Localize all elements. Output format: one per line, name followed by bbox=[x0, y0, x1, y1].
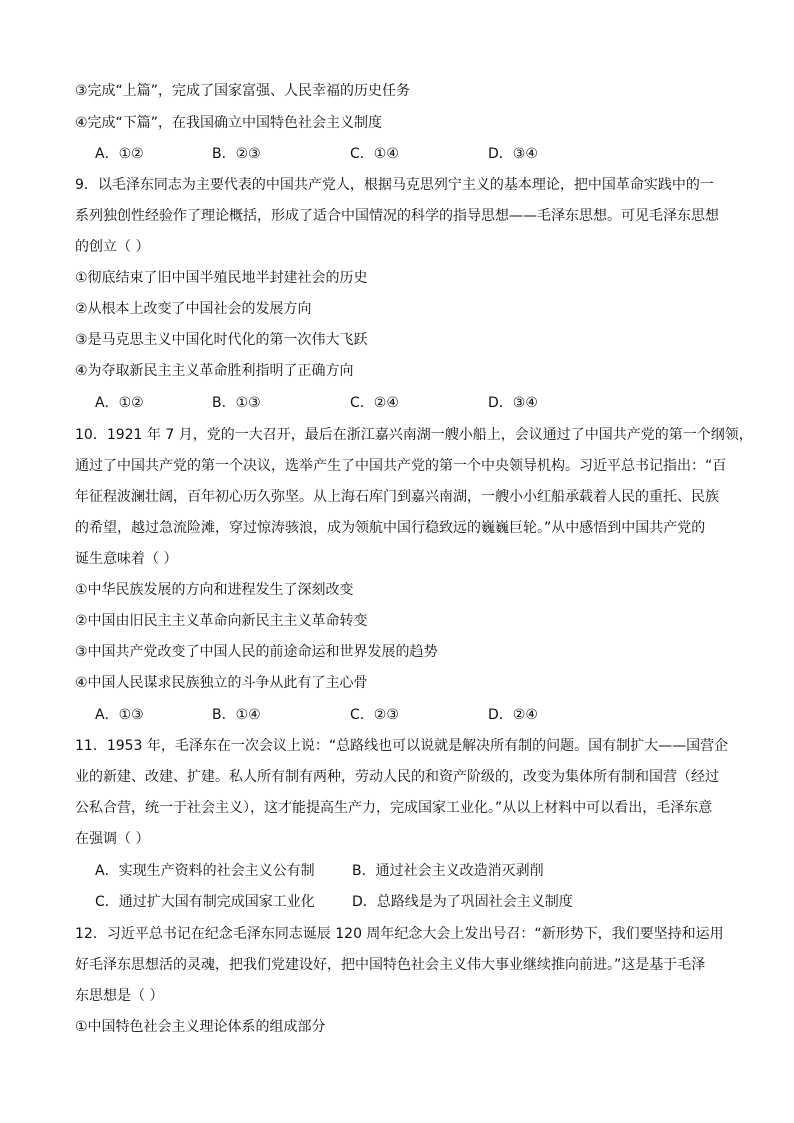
q10-stem-line-3: 年征程波澜壮阔，百年初心历久弥坚。从上海石库门到嘉兴南湖，一艘小小红船承载着人民的重托、民族 bbox=[75, 489, 719, 505]
q10-stem-line-4: 的希望，越过急流险滩，穿过惊涛骇浪，成为领航中国行稳致远的巍巍巨轮。”从中感悟到中国共产党的 bbox=[75, 520, 706, 536]
q8-options bbox=[95, 144, 538, 164]
q11-option-d: D．总路线是为了巩固社会主义制度 bbox=[352, 894, 573, 910]
q10-item-2: ②中国由旧民主主义革命向新民主主义革命转变 bbox=[75, 613, 368, 629]
q8-option-c: C．①④ bbox=[350, 146, 399, 162]
q9-options bbox=[95, 393, 538, 413]
q10-item-1: ①中华民族发展的方向和进程发生了深刻改变 bbox=[75, 582, 354, 598]
q10-option-d: D．②④ bbox=[488, 707, 538, 723]
q9-option-a: A．①② bbox=[95, 395, 144, 411]
q11-stem-line-2: 业的新建、改建、扩建。私人所有制有两种，劳动人民的和资产阶级的，改变为集体所有制和国营（经过 bbox=[75, 769, 719, 785]
q10-item-4: ④中国人民谋求民族独立的斗争从此有了主心骨 bbox=[75, 675, 368, 691]
q10-option-b: B．①④ bbox=[212, 707, 261, 723]
q8-item-4: ④完成“下篇”，在我国确立中国特色社会主义制度 bbox=[75, 115, 383, 131]
q9-option-b: B．①③ bbox=[212, 395, 261, 411]
q9-item-4: ④为夺取新民主主义革命胜利指明了正确方向 bbox=[75, 363, 354, 379]
q12-stem-line-1: 12．习近平总书记在纪念毛泽东同志诞辰 120 周年纪念大会上发出号召：“新形势下，我们要坚持和运用 bbox=[75, 926, 724, 942]
q9-stem-line-1: 9．以毛泽东同志为主要代表的中国共产党人，根据马克思列宁主义的基本理论，把中国革命实践中的一 bbox=[75, 177, 714, 193]
q10-stem-line-2: 通过了中国共产党的第一个决议，选举产生了中国共产党的第一个中央领导机构。习近平总书记指出：“百 bbox=[75, 458, 727, 474]
q11-options-row-2 bbox=[95, 892, 573, 912]
q9-option-d: D．③④ bbox=[488, 395, 538, 411]
q8-option-d: D．③④ bbox=[488, 146, 538, 162]
q10-stem-line-5: 诞生意味着（ ） bbox=[75, 551, 178, 567]
q8-item-3: ③完成“上篇”，完成了国家富强、人民幸福的历史任务 bbox=[75, 83, 411, 99]
q10-option-a: A．①③ bbox=[95, 707, 144, 723]
q9-option-c: C．②④ bbox=[350, 395, 399, 411]
q10-stem-line-1: 10．1921 年 7 月，党的一大召开，最后在浙江嘉兴南湖一艘小船上，会议通过了中国共产党的第一个纲领， bbox=[75, 427, 753, 443]
q9-item-3: ③是马克思主义中国化时代化的第一次伟大飞跃 bbox=[75, 332, 368, 348]
q12-stem-line-3: 东思想是（ ） bbox=[75, 988, 164, 1004]
q10-options bbox=[95, 705, 538, 725]
q12-item-1: ①中国特色社会主义理论体系的组成部分 bbox=[75, 1019, 326, 1035]
q11-stem-line-3: 公私合营，统一于社会主义），这才能提高生产力，完成国家工业化。”从以上材料中可以看出，毛泽东意 bbox=[75, 800, 713, 816]
q10-option-c: C．②③ bbox=[350, 707, 399, 723]
q8-option-b: B．②③ bbox=[212, 146, 261, 162]
q11-option-b: B．通过社会主义改造消灭剥削 bbox=[352, 863, 544, 879]
q8-option-a: A．①② bbox=[95, 146, 144, 162]
q9-item-1: ①彻底结束了旧中国半殖民地半封建社会的历史 bbox=[75, 270, 368, 286]
q11-option-a: A．实现生产资料的社会主义公有制 bbox=[95, 863, 315, 879]
q12-stem-line-2: 好毛泽东思想活的灵魂，把我们党建设好，把中国特色社会主义伟大事业继续推向前进。”这是基于毛泽 bbox=[75, 957, 706, 973]
q11-options-row-1 bbox=[95, 861, 544, 881]
q9-stem-line-3: 的创立（ ） bbox=[75, 239, 150, 255]
q9-item-2: ②从根本上改变了中国社会的发展方向 bbox=[75, 301, 312, 317]
q11-stem-line-1: 11．1953 年，毛泽东在一次会议上说：“总路线也可以说就是解决所有制的问题。国有制扩大——国营企 bbox=[75, 738, 729, 754]
q11-stem-line-4: 在强调（ ） bbox=[75, 831, 150, 847]
q10-item-3: ③中国共产党改变了中国人民的前途命运和世界发展的趋势 bbox=[75, 644, 438, 660]
q11-option-c: C．通过扩大国有制完成国家工业化 bbox=[95, 894, 315, 910]
q9-stem-line-2: 系列独创性经验作了理论概括，形成了适合中国情况的科学的指导思想——毛泽东思想。可见毛泽东思想 bbox=[75, 208, 719, 224]
